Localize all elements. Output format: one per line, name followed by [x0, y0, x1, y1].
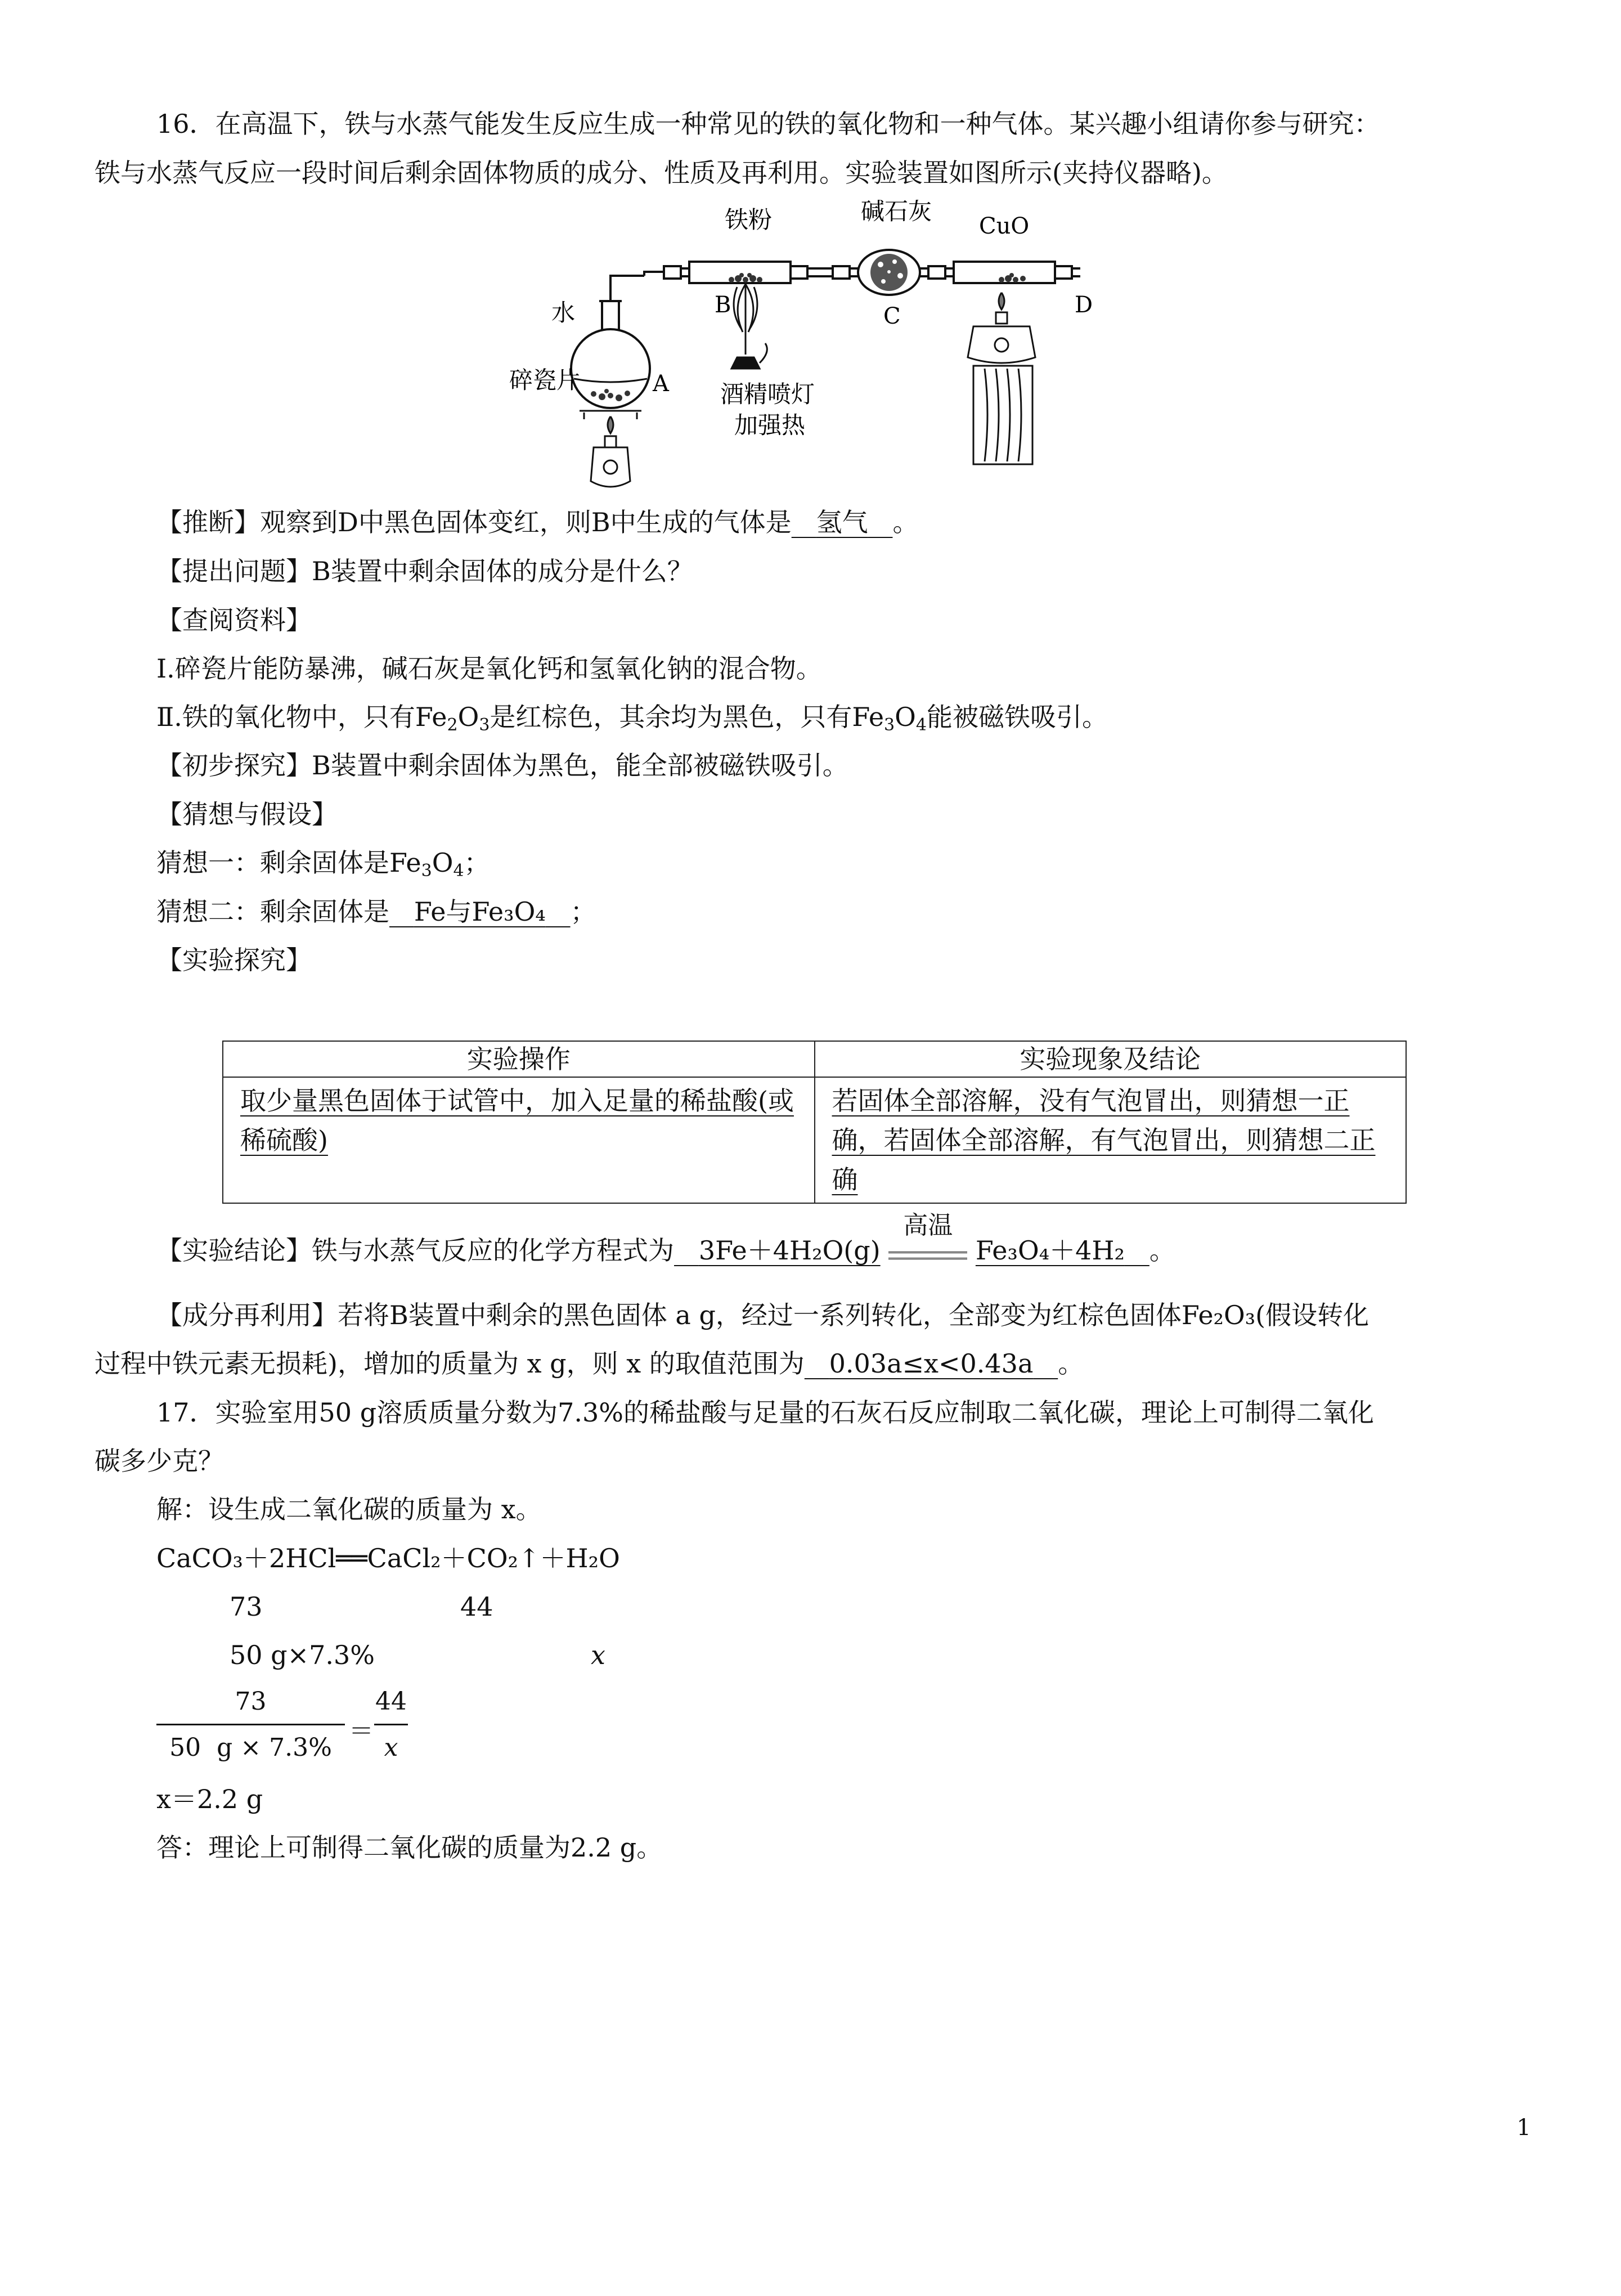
soda-lime [870, 254, 908, 291]
hypo2-answer: Fe与Fe₃O₄ [414, 896, 546, 927]
table-header-operation: 实验操作 [223, 1041, 815, 1077]
q16-line1: 16．在高温下，铁与水蒸气能发生反应生成一种常见的铁的氧化物和一种气体。某兴趣小组请你参与研究： [156, 109, 1380, 139]
q17-m1: 73 [230, 1591, 263, 1622]
infer-answer: 氢气 [816, 507, 868, 537]
q17-line1: 17．实验室用50 g溶质质量分数为7.3%的稀盐酸与足量的石灰石反应制取二氧化碳，理论上可制得二氧化 [156, 1397, 1374, 1428]
porcelain-chips [591, 389, 630, 401]
infer-text: 【推断】观察到D中黑色固体变红，则B中生成的气体是 [156, 507, 792, 537]
frac-bar-1 [156, 1724, 345, 1725]
label-lamp2: 加强热 [734, 411, 806, 439]
q17-v1: 50 g×7.3% [230, 1640, 375, 1670]
q16-reuse-line2: 过程中铁元素无损耗)，增加的质量为 x g，则 x 的取值范围为 0.03a≤x<0.43a 。 [95, 1348, 1084, 1379]
label-water: 水 [551, 299, 576, 326]
q16-info2: Ⅱ.铁的氧化物中，只有$Fe_2O_3$是红棕色，其余均为黑色，只有$Fe_3O_4$能被磁铁吸引。 [156, 702, 1108, 735]
q16-hypo1: 猜想一：剩余固体是$Fe_3O_4$； [156, 847, 490, 881]
reaction-condition: 高温 [888, 1236, 967, 1259]
q16-prelim: 【初步探究】B装置中剩余固体为黑色，能全部被磁铁吸引。 [156, 750, 848, 781]
q16-hypo2: 猜想二：剩余固体是 Fe与Fe₃O₄ ； [156, 896, 596, 927]
frac-bar-2 [374, 1724, 408, 1725]
q16-hypo-title: 【猜想与假设】 [156, 799, 338, 829]
label-soda-lime: 碱石灰 [861, 200, 932, 225]
q17-sol1: 解：设生成二氧化碳的质量为 x。 [156, 1494, 542, 1524]
label-a: A [653, 371, 669, 397]
label-lamp1: 酒精喷灯 [720, 380, 815, 408]
table-cell-operation: 取少量黑色固体于试管中，加入足量的稀盐酸(或稀硫酸) [223, 1077, 815, 1203]
q16-explore: 【实验探究】 [156, 945, 312, 975]
q16-infer [156, 505, 918, 539]
label-d: D [1075, 292, 1093, 318]
frac-numerator-1: 73 [235, 1687, 267, 1716]
frac-denominator-1: 50 g × 7.3% [169, 1733, 332, 1762]
q17-line2: 碳多少克？ [95, 1446, 224, 1476]
q16-question: 【提出问题】B装置中剩余固体的成分是什么？ [156, 556, 693, 586]
label-c: C [883, 303, 901, 329]
label-b: B [715, 292, 731, 318]
q16-conclusion: 【实验结论】铁与水蒸气反应的化学方程式为 3Fe＋4H₂O(g) 高温 Fe₃O₄＋4H₂ 。 [156, 1211, 1175, 1266]
flask-a [571, 276, 650, 408]
page-number: 1 [1516, 2115, 1531, 2141]
q17-m2: 44 [460, 1591, 493, 1622]
q16-lookup: 【查阅资料】 [156, 605, 312, 635]
q17-equation: CaCO₃＋2HCl══CaCl₂＋CO₂↑＋H₂O [156, 1543, 620, 1573]
q16-reuse-line1: 【成分再利用】若将B装置中剩余的黑色固体 a g，经过一系列转化，全部变为红棕色固体Fe₂O₃(假设转化 [156, 1300, 1369, 1330]
frac-denominator-2: x [384, 1733, 398, 1762]
table-cell-result: 若固体全部溶解，没有气泡冒出，则猜想一正确，若固体全部溶解，有气泡冒出，则猜想二正确 [815, 1077, 1407, 1203]
apparatus-figure [495, 200, 1198, 492]
q17-answer: 答：理论上可制得二氧化碳的质量为2.2 g。 [156, 1832, 663, 1863]
q16-line2: 铁与水蒸气反应一段时间后剩余固体物质的成分、性质及再利用。实验装置如图所示(夹持仪器略)。 [95, 158, 1228, 188]
q16-info1: Ⅰ.碎瓷片能防暴沸，碱石灰是氧化钙和氢氧化钠的混合物。 [156, 653, 822, 684]
q17-v2: x [591, 1640, 605, 1670]
frac-numerator-2: 44 [375, 1687, 407, 1716]
infer-post: 。 [892, 507, 919, 537]
table-header-result: 实验现象及结论 [815, 1041, 1407, 1077]
label-cuo: CuO [979, 213, 1030, 239]
label-iron: 铁粉 [725, 206, 773, 234]
experiment-table [222, 1041, 1407, 1204]
label-chips: 碎瓷片 [509, 366, 581, 394]
q17-result: x＝2.2 g [156, 1784, 263, 1814]
frac-equals: ＝ [349, 1717, 374, 1746]
